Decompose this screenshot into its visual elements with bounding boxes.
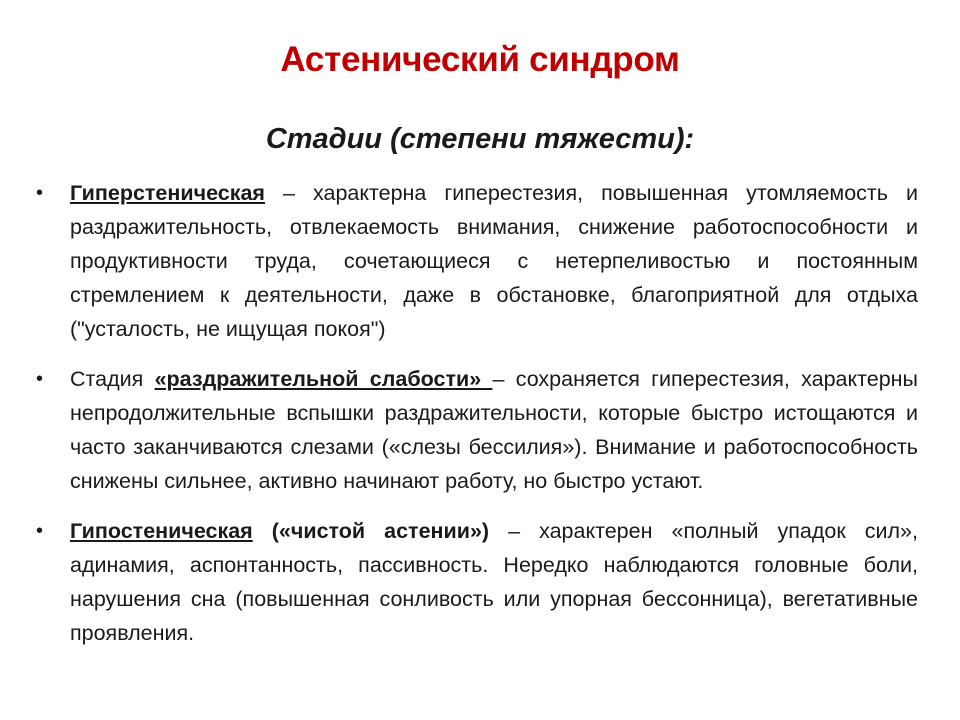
stage-term: Гипостеническая (70, 519, 253, 543)
bullet-icon: • (36, 520, 44, 542)
stage-term: «раздражительной слабости» (154, 367, 493, 391)
stage-description: – сохраняется гиперестезия, характерны непродолжительные вспышки раздражительности, которые быстро истощаются и часто заканчиваются слезами («слезы бессилия»). Внимание и работоспособность снижены сильнее, активно начинают работу, но быстро устают. (70, 367, 919, 493)
stage-description: – характерна гиперестезия, повышенная утомляемость и раздражительность, отвлекаемость внимания, снижение работоспособности и продуктивности труда, сочетающиеся с нетерпеливостью и постоянным стремлением к деятельности, даже в обстановке, благоприятной для отдыха ("усталость, не ищущая покоя") (70, 181, 918, 341)
slide-title: Астенический синдром (280, 40, 680, 79)
bullet-icon: • (36, 368, 44, 390)
list-item-hypersthenic (36, 176, 918, 346)
list-item-irritable-weakness (36, 362, 918, 498)
bullet-icon: • (36, 182, 44, 204)
stage-lead: Стадия (70, 367, 155, 391)
stage-term-extra: («чистой астении») (252, 519, 490, 543)
stages-list (36, 176, 918, 650)
stage-term: Гиперстеническая (70, 181, 265, 205)
stage-description: – характерен «полный упадок сил», адинамия, аспонтанность, пассивность. Нередко наблюдаются головные боли, нарушения сна (повышенная сонливость или упорная бессонница), вегетативные проявления. (70, 519, 918, 645)
list-item-hyposthenic (36, 514, 918, 650)
slide-subtitle: Стадии (степени тяжести): (265, 123, 695, 155)
